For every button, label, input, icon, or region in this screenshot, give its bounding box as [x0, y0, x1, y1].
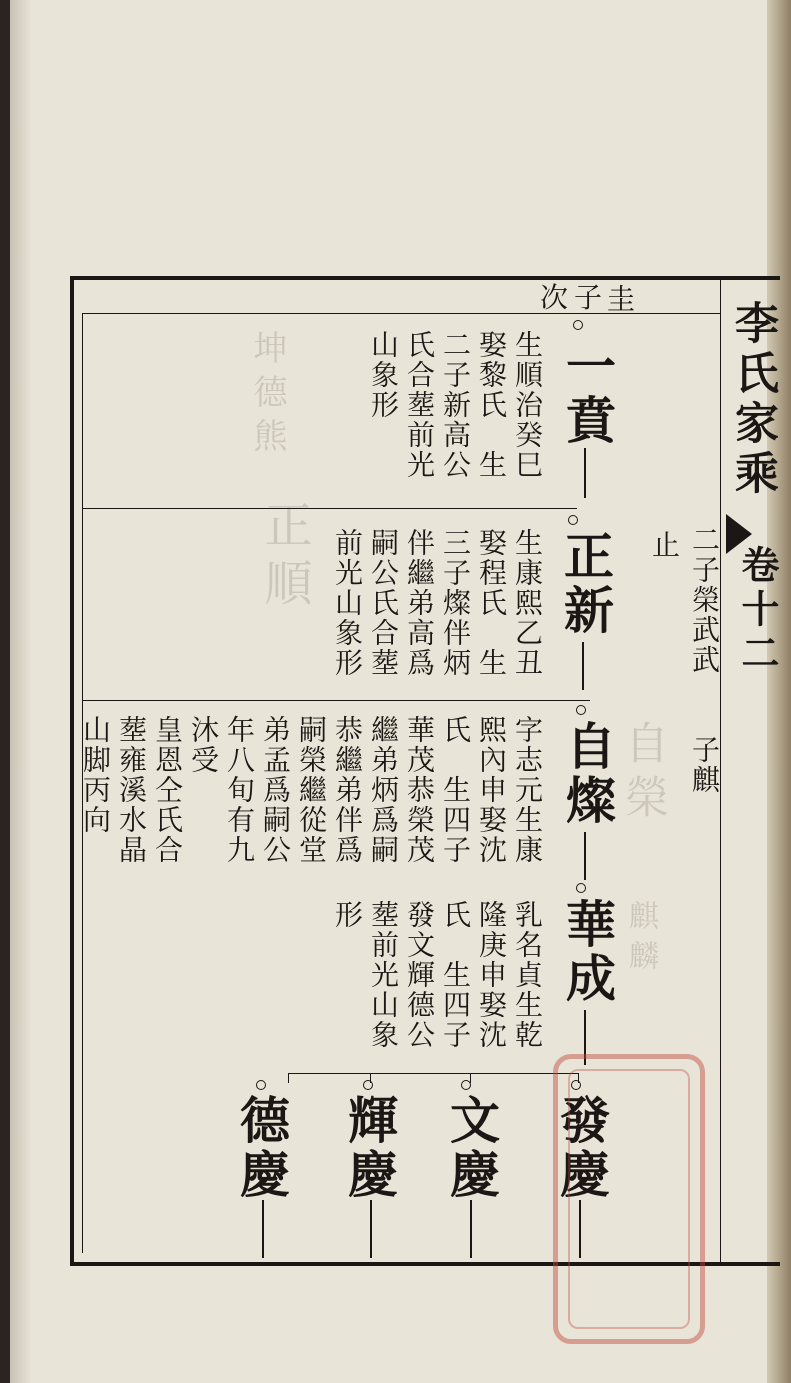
book-title: 李氏家乘 [727, 300, 778, 500]
bio-line: 皇恩仝氏合 [151, 715, 184, 865]
lineage-line [584, 448, 586, 498]
page-shadow [10, 0, 32, 1383]
lineage-line [584, 832, 586, 880]
person-deqing: 德慶 [232, 1094, 291, 1202]
person-marker [461, 1080, 471, 1090]
bio-line: 嗣公氏合塟 [367, 528, 400, 678]
bio-line: 娶程氏 生 [475, 528, 508, 678]
bio-line: 弟孟爲嗣公 [259, 715, 292, 865]
volume-label: 卷十二 [735, 545, 780, 677]
person-huacheng: 華成 [558, 898, 617, 1006]
sons-divider [288, 1073, 578, 1074]
bio-line: 娶黎氏 生 [475, 330, 508, 480]
entry-line-1: 二子榮武武 [688, 525, 721, 675]
bio-line: 塟雍溪水晶 [115, 715, 148, 865]
person-faqing: 發慶 [552, 1094, 611, 1202]
bio-line: 字志元生康 [511, 715, 544, 865]
bio-line: 隆庚申娶沈 [475, 900, 508, 1050]
bio-line: 氏 生四子 [439, 900, 472, 1050]
bleed-through-text-3: 自榮 [617, 720, 668, 828]
lineage-line [582, 642, 584, 690]
lineage-line [370, 1200, 372, 1258]
person-marker [573, 320, 583, 330]
bio-line: 年八旬有九 [223, 715, 256, 865]
bio-line: 山脚丙向 [79, 715, 112, 835]
collector-seal-stamp [553, 1054, 705, 1344]
generation-label: 圭 [603, 284, 636, 314]
row-divider-1 [82, 508, 577, 509]
seal-inner-border [568, 1069, 690, 1329]
bio-line: 熙內申娶沈 [475, 715, 508, 865]
bleed-through-text-4: 麒麟 [623, 900, 658, 980]
bio-line: 伴繼弟高爲 [403, 528, 436, 678]
bio-line: 三子燦伴炳 [439, 528, 472, 678]
person-zhengxin: 正新 [556, 530, 615, 638]
row-divider-2 [82, 700, 590, 701]
second-son-label: 次子 [540, 281, 609, 314]
person-zican: 自燦 [558, 720, 617, 828]
bio-line: 繼弟炳爲嗣 [367, 715, 400, 865]
person-marker [576, 705, 586, 715]
lineage-line [470, 1200, 472, 1258]
bio-line: 華茂恭榮茂 [403, 715, 436, 865]
bio-line: 恭繼弟伴爲 [331, 715, 364, 865]
person-huiqing: 輝慶 [340, 1094, 399, 1202]
person-marker [576, 883, 586, 893]
stop-note: 止 [648, 530, 681, 560]
bio-line: 氏 生四子 [439, 715, 472, 865]
lineage-line [262, 1200, 264, 1258]
bio-line: 二子新高公 [439, 330, 472, 480]
bio-line: 沐受 [187, 715, 220, 775]
bio-line: 前光山象形 [331, 528, 364, 678]
bio-line: 形 [331, 900, 364, 930]
bio-line: 生順治癸巳 [511, 330, 544, 480]
bio-line: 塟前光山象 [367, 900, 400, 1050]
person-marker [256, 1080, 266, 1090]
person-wenqing: 文慶 [442, 1094, 501, 1202]
bio-line: 發文輝德公 [403, 900, 436, 1050]
bio-line: 氏合塟前光 [403, 330, 436, 480]
son-branch-line [288, 1073, 289, 1083]
person-marker [363, 1080, 373, 1090]
bio-line: 山象形 [367, 330, 400, 420]
bio-line: 乳名貞生乾 [511, 900, 544, 1050]
bio-line: 嗣榮繼從堂 [295, 715, 328, 865]
bio-line: 生康熙乙丑 [511, 528, 544, 678]
bleed-through-text-2: 正順 [256, 500, 312, 616]
entry-line-2: 子麒 [688, 735, 721, 795]
person-yibin: 一賁 [558, 340, 617, 448]
bleed-through-text-1: 坤德熊 [247, 330, 287, 462]
person-marker [568, 515, 578, 525]
